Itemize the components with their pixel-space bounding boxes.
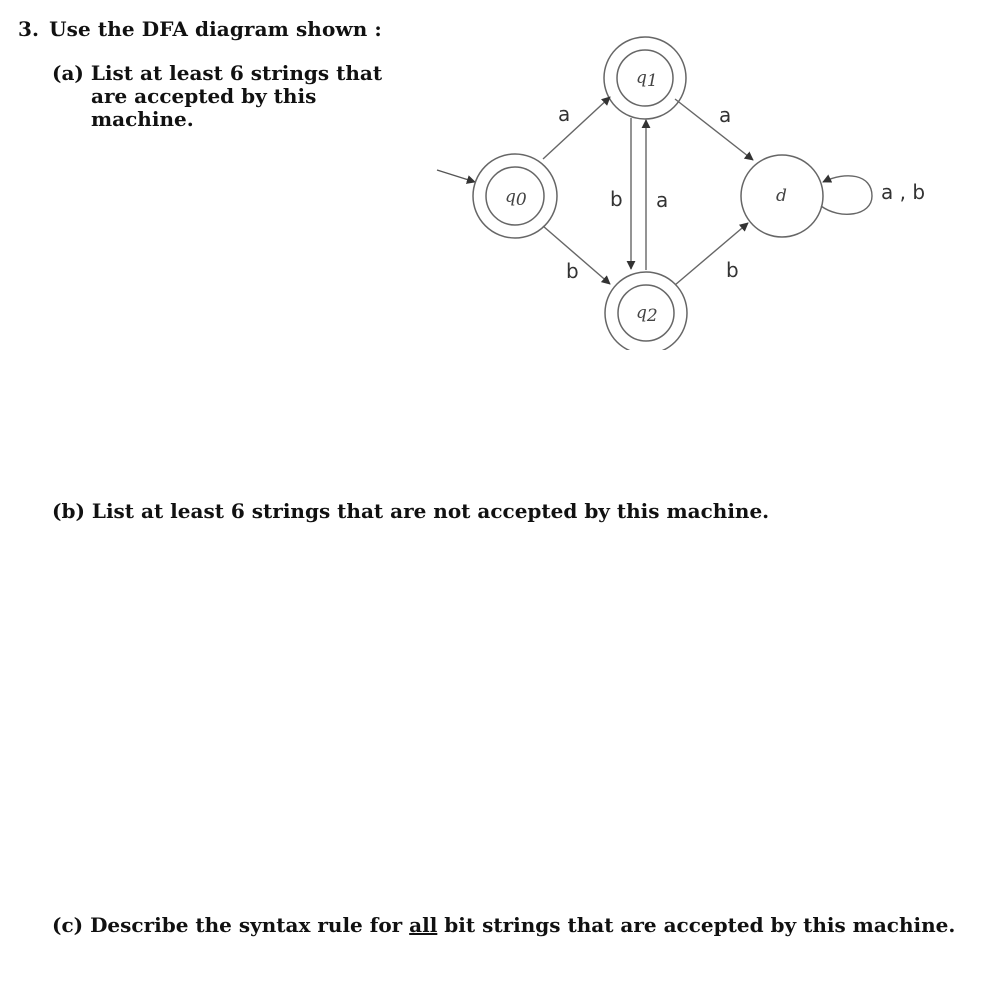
- part-c-underlined-all: all: [409, 913, 438, 937]
- edge-q0-q2-label: b: [566, 259, 579, 283]
- question-number: 3.: [18, 17, 40, 41]
- part-a-label: (a): [52, 61, 84, 85]
- part-c-text-after: bit strings that are accepted by this machine.: [437, 913, 956, 937]
- edge-q0-q1-label: a: [558, 102, 571, 126]
- state-q0: [473, 154, 557, 238]
- part-a-line2: are accepted by this machine.: [91, 84, 317, 131]
- state-q2: [605, 272, 687, 350]
- part-c-label: (c): [52, 913, 84, 937]
- part-b-text: List at least 6 strings that are not accepted by this machine.: [91, 499, 770, 523]
- state-d: [741, 155, 823, 237]
- state-q0-label: q0: [505, 187, 527, 210]
- edge-q1-d-label: a: [719, 103, 732, 127]
- edge-q0-q1: [543, 97, 610, 159]
- edge-d-self-loop-label: a , b: [881, 180, 926, 204]
- state-q1: [604, 37, 686, 119]
- edge-q2-q1-label: a: [656, 188, 669, 212]
- part-c: [52, 914, 955, 937]
- state-q1-label: q1: [636, 68, 658, 91]
- edge-q1-q2-label: b: [610, 187, 623, 211]
- dfa-diagram: [420, 20, 940, 350]
- question-prompt: Use the DFA diagram shown :: [49, 17, 382, 41]
- edge-q2-d-label: b: [726, 258, 739, 282]
- question-heading: [18, 17, 382, 41]
- part-a-line1: List at least 6 strings that: [90, 61, 383, 85]
- edge-d-self-loop: [821, 176, 872, 214]
- part-c-text-before: Describe the syntax rule for: [90, 913, 410, 937]
- part-b: [52, 500, 769, 523]
- start-arrow: [437, 170, 475, 182]
- state-q2-label: q2: [636, 303, 658, 326]
- state-d-label: d: [776, 186, 787, 206]
- edge-q1-d: [675, 99, 753, 160]
- part-b-label: (b): [52, 499, 85, 523]
- part-a: [52, 62, 412, 131]
